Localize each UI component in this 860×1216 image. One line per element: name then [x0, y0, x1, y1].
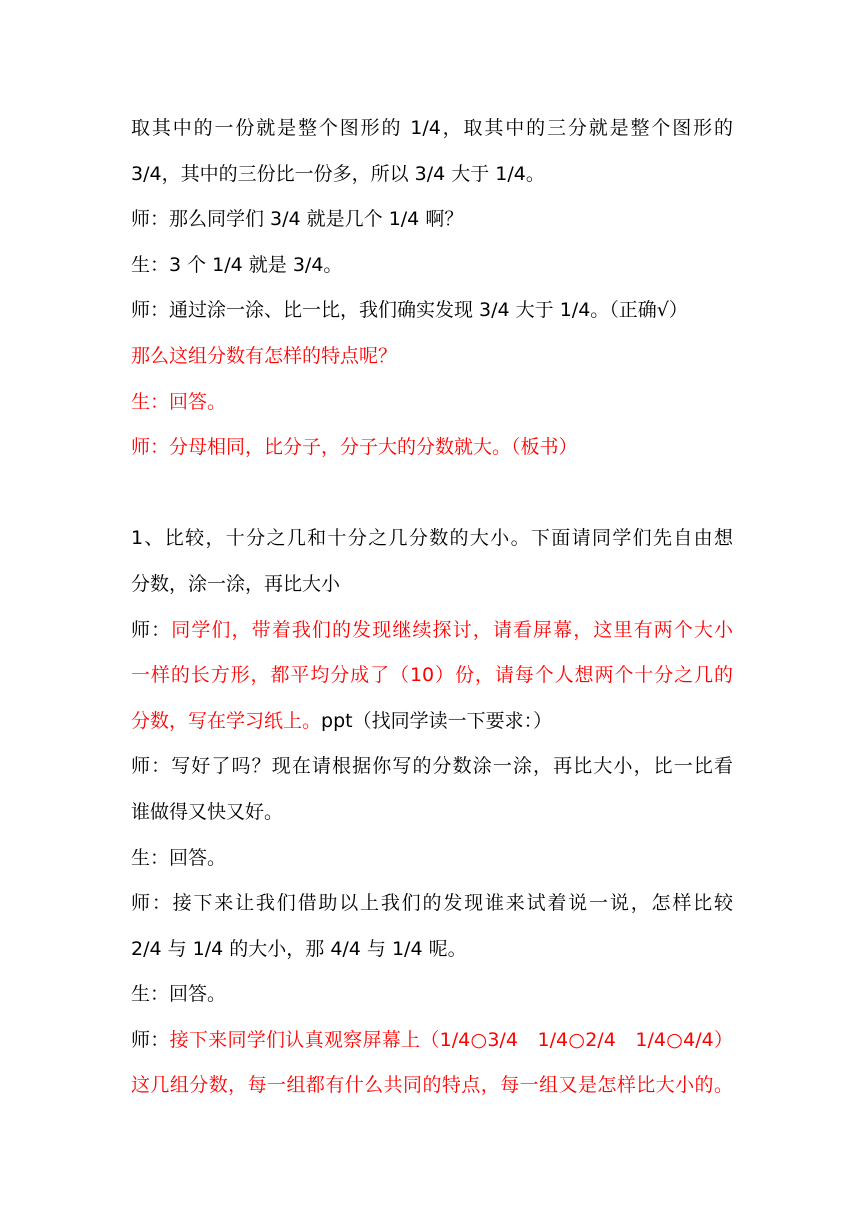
body-text: 生：回答。	[131, 983, 227, 1006]
text-line	[131, 288, 733, 334]
body-text: 1、比较，十分之几和十分之几分数的大小。下面请同学们先自由想	[131, 527, 733, 550]
highlighted-text: 这几组分数，每一组都有什么共同的特点，每一组又是怎样比大小的。	[131, 1074, 733, 1097]
highlighted-text: 生：回答。	[131, 390, 227, 413]
body-text: 生：3 个 1/4 就是 3/4。	[131, 253, 343, 276]
text-line	[131, 562, 733, 608]
body-text: ppt（找同学读一下要求：）	[321, 709, 553, 732]
text-line	[131, 881, 733, 927]
text-line	[131, 1063, 733, 1109]
body-text: 取其中的一份就是整个图形的 1/4，取其中的三分就是整个图形的	[131, 117, 733, 139]
highlighted-text: 分数，写在学习纸上。	[131, 709, 322, 732]
text-line	[131, 790, 733, 836]
body-text: 2/4 与 1/4 的大小，那 4/4 与 1/4 呢。	[131, 937, 467, 960]
text-line	[131, 608, 733, 654]
text-line	[131, 425, 733, 471]
text-line	[131, 197, 733, 243]
paragraph-gap	[131, 471, 733, 517]
text-line	[131, 699, 733, 745]
body-text: 师：	[131, 1028, 170, 1051]
highlighted-text: 接下来同学们认真观察屏幕上（1/4○3/4 1/4○2/4 1/4○4/4）	[169, 1028, 733, 1051]
body-text: 师：	[131, 618, 172, 641]
body-text: 师：接下来让我们借助以上我们的发现谁来试着说一说，怎样比较	[131, 892, 733, 915]
body-text: 谁做得又快又好。	[131, 800, 284, 823]
text-line	[131, 1018, 733, 1064]
text-line	[131, 516, 733, 562]
highlighted-text: 那么这组分数有怎样的特点呢？	[131, 344, 398, 367]
text-line	[131, 380, 733, 426]
text-line	[131, 836, 733, 882]
text-line	[131, 243, 733, 289]
body-text: 3/4，其中的三份比一份多，所以 3/4 大于 1/4。	[131, 162, 545, 185]
body-text: 师：写好了吗？现在请根据你写的分数涂一涂，再比大小，比一比看	[131, 755, 733, 778]
body-text: 师：那么同学们 3/4 就是几个 1/4 啊？	[131, 208, 464, 231]
highlighted-text: 同学们，带着我们的发现继续探讨，请看屏幕，这里有两个大小	[171, 618, 733, 641]
text-line	[131, 334, 733, 380]
body-text: 分数，涂一涂，再比大小	[131, 572, 341, 595]
body-text: 生：回答。	[131, 846, 227, 869]
text-line	[131, 653, 733, 699]
highlighted-text: 一样的长方形，都平均分成了（10）份，请每个人想两个十分之几的	[131, 664, 733, 687]
document-page	[131, 106, 733, 1109]
body-text: 师：通过涂一涂、比一比，我们确实发现 3/4 大于 1/4。（正确√）	[131, 299, 688, 322]
text-line	[131, 972, 733, 1018]
highlighted-text: 师：分母相同，比分子，分子大的分数就大。（板书）	[131, 436, 578, 459]
document-body	[131, 106, 733, 1109]
text-line	[131, 152, 733, 198]
text-line	[131, 106, 733, 152]
text-line	[131, 927, 733, 973]
text-line	[131, 744, 733, 790]
